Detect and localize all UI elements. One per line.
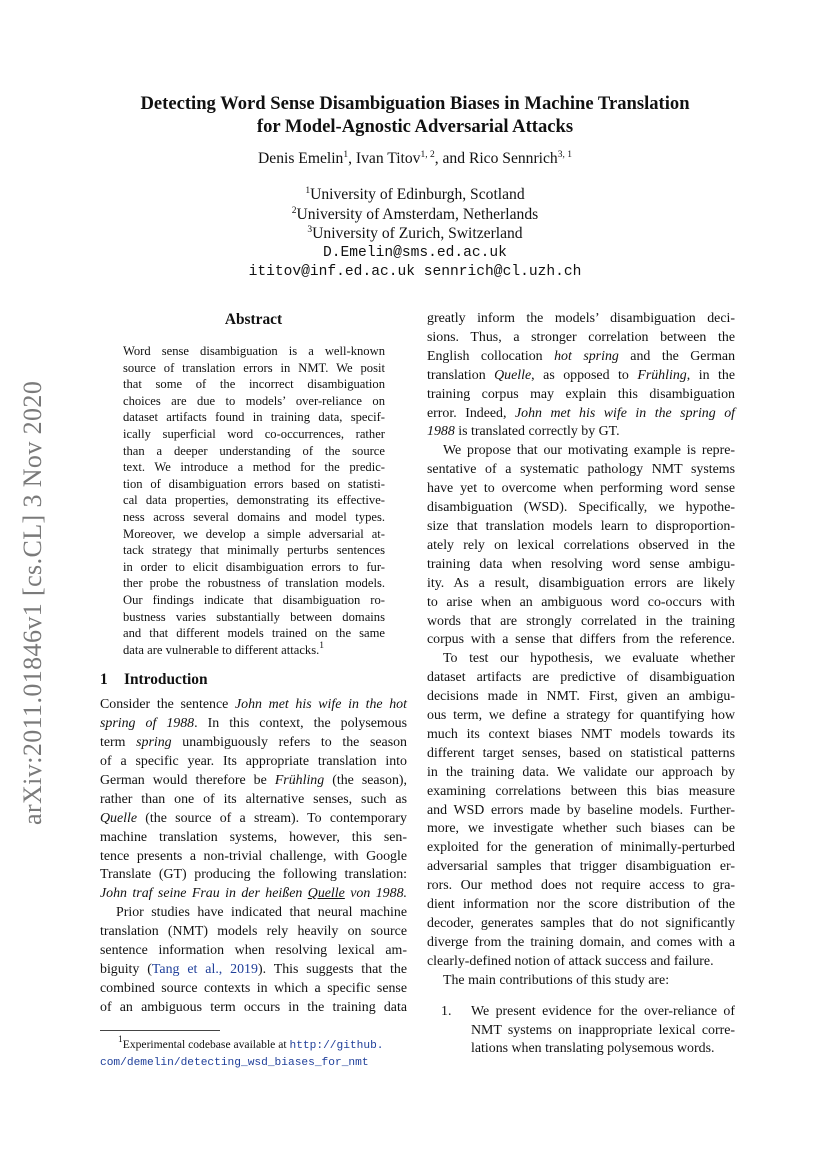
- text-line: different target senses, based on statistical patterns: [427, 745, 735, 761]
- citation-link[interactable]: Tang et al., 2019: [151, 961, 258, 977]
- text-line: combined source contexts in which a specific sense: [100, 980, 407, 996]
- right-paragraph-3: [427, 650, 735, 953]
- text-line: term spring unambiguously refers to the season: [100, 735, 407, 751]
- author-affil-marker: 1, 2: [420, 150, 435, 160]
- footnote-marker: 1: [319, 640, 325, 651]
- text-line: exploited for the generation of minimally-perturbed: [427, 840, 735, 856]
- text-line: that some of the incorrect disambiguation: [123, 377, 385, 392]
- text-line: sentence information when resolving lexical am-: [100, 943, 407, 959]
- intro-paragraph-1: [100, 696, 407, 904]
- text-line: much its context biases NMT models towards its: [427, 726, 735, 742]
- text-line: ness across several domains and model types.: [123, 509, 385, 524]
- text-line: data are vulnerable to different attacks.$^1$: [123, 640, 325, 657]
- text-line: error. Indeed, John met his wife in the spring of: [427, 405, 735, 421]
- text-line: to arise when an ambiguous word co-occurs with: [427, 594, 735, 610]
- text-line: size that translation models learn to disproportion-: [427, 518, 735, 534]
- text-line: dataset artifacts found in training data, specif-: [123, 410, 385, 425]
- author-list: [80, 149, 750, 169]
- text-line: sentative of a systematic pathology NMT systems: [427, 462, 735, 478]
- text-line: John traf seine Frau in der heißen Quelle von 1988.: [100, 886, 407, 902]
- text-line: and that different models trained on the same: [123, 626, 385, 641]
- text-line: adversarial samples that trigger disambiguation er-: [427, 859, 735, 875]
- text-line: cal data properties, demonstrating its effective-: [123, 493, 385, 508]
- list-item: 1. We present evidence for the over-reliance of: [427, 1003, 735, 1022]
- text-line: We propose that our motivating example is repre-: [443, 443, 735, 459]
- abstract-heading: Abstract: [224, 311, 283, 328]
- text-line: source of translation errors in NMT. We posit: [123, 360, 385, 375]
- text-line: Quelle (the source of a stream). To contemporary: [100, 810, 407, 826]
- text-line: have yet to overcome when performing word sense: [427, 481, 735, 497]
- email-line: ititov@inf.ed.ac.uk sennrich@cl.uzh.ch: [248, 264, 582, 280]
- author-name: Rico Sennrich: [468, 150, 558, 167]
- text-line: examining correlations between this bias measure: [427, 783, 735, 799]
- affiliation-line: [80, 185, 750, 205]
- affil-marker: 1: [305, 186, 311, 196]
- text-line: training corpus may explain this disambiguation: [427, 386, 735, 402]
- list-item-continuation: NMT systems on inappropriate lexical corre-: [471, 1022, 735, 1038]
- affiliations: [80, 185, 750, 283]
- text-line: ically superficial word co-occurrences, rather: [123, 426, 385, 441]
- text-line: biguity (Tang et al., 2019). This suggests that the: [100, 961, 407, 977]
- text-line: text. We introduce a method for the predic-: [123, 460, 385, 475]
- arxiv-stamp: arXiv:2011.01846v1 [cs.CL] 3 Nov 2020: [18, 380, 47, 826]
- text-line: corpus with a sense that differs from the reference.: [427, 632, 735, 648]
- text-line: ity. As a result, disambiguation errors are likely: [427, 575, 735, 591]
- text-line: in order to elicit disambiguation errors to fur-: [123, 559, 385, 574]
- intro-paragraph-2: [100, 904, 407, 1017]
- text-line: decisions made in NMT. First, given an ambigu-: [427, 689, 735, 705]
- right-paragraph-2: [427, 442, 735, 650]
- text-line: training data when resolving word sense ambigu-: [427, 556, 735, 572]
- text-line: Consider the sentence John met his wife in the hot: [100, 697, 407, 713]
- footnote-line: [100, 1054, 407, 1071]
- text-line: German would therefore be Frühling (the season),: [100, 772, 407, 788]
- footnote-url[interactable]: http://github.: [289, 1039, 384, 1052]
- text-line: rather than one of its alternative senses, such as: [100, 791, 407, 807]
- list-number: 1.: [441, 1003, 452, 1019]
- text-line: bustness varies substantially between domains: [123, 609, 385, 624]
- affiliation-name: University of Edinburgh, Scotland: [310, 186, 525, 203]
- author-name: Denis Emelin: [258, 150, 344, 167]
- text-line: more, we investigate whether such biases can be: [427, 821, 735, 837]
- title-line-2: for Model-Agnostic Adversarial Attacks: [256, 116, 574, 137]
- section-title: Introduction: [124, 671, 208, 689]
- text-line: choices are due to models’ over-reliance on: [123, 393, 385, 408]
- text-line: tion of disambiguation errors based on statisti-: [123, 476, 385, 491]
- right-column: [427, 310, 735, 1059]
- footnote-marker: 1: [118, 1034, 123, 1045]
- text-line: diverge from the training domain, and comes with a: [427, 934, 735, 950]
- text-line: disambiguation (WSD). Specifically, we hypothe-: [427, 500, 735, 516]
- text-line: Prior studies have indicated that neural machine: [116, 905, 407, 921]
- right-paragraph-4: [427, 953, 735, 991]
- contribution-list: [427, 1003, 735, 1060]
- footnote-line: $^1$Experimental codebase available at http://github.: [118, 1034, 384, 1052]
- title-line-1: Detecting Word Sense Disambiguation Biases in Machine Translation: [140, 93, 690, 114]
- text-line: in the training data. We validate our approach by: [427, 764, 735, 780]
- text-line: ther probe the robustness of translation models.: [123, 576, 385, 591]
- text-line: Word sense disambiguation is a well-known: [123, 344, 385, 358]
- text-line: Moreover, we develop a simple adversarial at-: [123, 526, 385, 541]
- text-line: Translate (GT) producing the following translation:: [100, 867, 407, 883]
- text-line: of an ambiguous term occurs in the training data: [100, 999, 407, 1015]
- text-line: English collocation hot spring and the German: [427, 348, 736, 364]
- text-line: dient information nor the score distribution of the: [427, 897, 735, 913]
- author-separator: , and: [434, 150, 469, 167]
- author-affil-marker: 3, 1: [557, 150, 572, 160]
- text-line: To test our hypothesis, we evaluate whether: [443, 651, 735, 667]
- affil-marker: 2: [291, 205, 297, 216]
- email-line: D.Emelin@sms.ed.ac.uk: [323, 244, 507, 261]
- footnote: [100, 1034, 407, 1071]
- text-line: and WSD errors made by baseline models. Further-: [427, 802, 735, 818]
- left-column: [100, 310, 407, 1071]
- author-separator: ,: [348, 150, 356, 167]
- text-line: translation (NMT) models rely heavily on source: [100, 924, 407, 940]
- section-number: 1: [100, 671, 108, 689]
- list-item-continuation: lations when translating polysemous words.: [471, 1041, 715, 1057]
- text-line: rors. Our method does not require access to gra-: [427, 878, 735, 894]
- text-line: tence presents a non-trivial challenge, with Google: [100, 848, 407, 864]
- abstract-body: [123, 343, 385, 658]
- author-affil-marker: 1: [343, 150, 349, 160]
- author-name: Ivan Titov: [355, 150, 421, 167]
- affil-marker: 3: [307, 225, 313, 235]
- affiliation-name: University of Zurich, Switzerland: [312, 225, 523, 242]
- text-line: ately rely on lexical correlations observed in the: [427, 537, 735, 553]
- text-line: 1988 is translated correctly by GT.: [427, 424, 620, 440]
- paper-title: [80, 92, 750, 138]
- text-line: machine translation systems, however, this sen-: [100, 829, 407, 845]
- text-line: sions. Thus, a stronger correlation between the: [427, 329, 735, 345]
- affiliation-name: University of Amsterdam, Netherlands: [296, 205, 539, 223]
- text-line: ous term, we define a strategy for quantifying how: [427, 708, 735, 724]
- affiliation-line: [80, 224, 750, 244]
- text-line: Our findings indicate that disambiguation ro-: [123, 592, 385, 607]
- text-line: tack strategy that minimally perturbs sentences: [123, 543, 385, 558]
- footnote-divider: [100, 1030, 220, 1031]
- text-line: dataset artifacts are predictive of disambiguation: [427, 670, 735, 686]
- footnote-url[interactable]: com/demelin/detecting_wsd_biases_for_nmt: [100, 1056, 369, 1069]
- right-paragraph-1: [427, 310, 735, 442]
- affiliation-line: [80, 205, 750, 225]
- text-line: translation Quelle, as opposed to Frühling, in the: [427, 367, 735, 383]
- text-line: spring of 1988. In this context, the polysemous: [100, 716, 407, 732]
- text-line: decoder, generates samples that do not significantly: [427, 916, 735, 931]
- text-line: than a deeper understanding of the source: [123, 443, 385, 458]
- text-line: clearly-defined notion of attack success and failure.: [427, 953, 714, 969]
- text-line: of a specific year. Its appropriate translation into: [100, 754, 407, 769]
- text-line: The main contributions of this study are:: [443, 972, 670, 988]
- section-heading-introduction: [100, 670, 407, 690]
- text-line: greatly inform the models’ disambiguation deci-: [427, 311, 735, 326]
- text-line: words that are strongly correlated in the training: [427, 613, 735, 629]
